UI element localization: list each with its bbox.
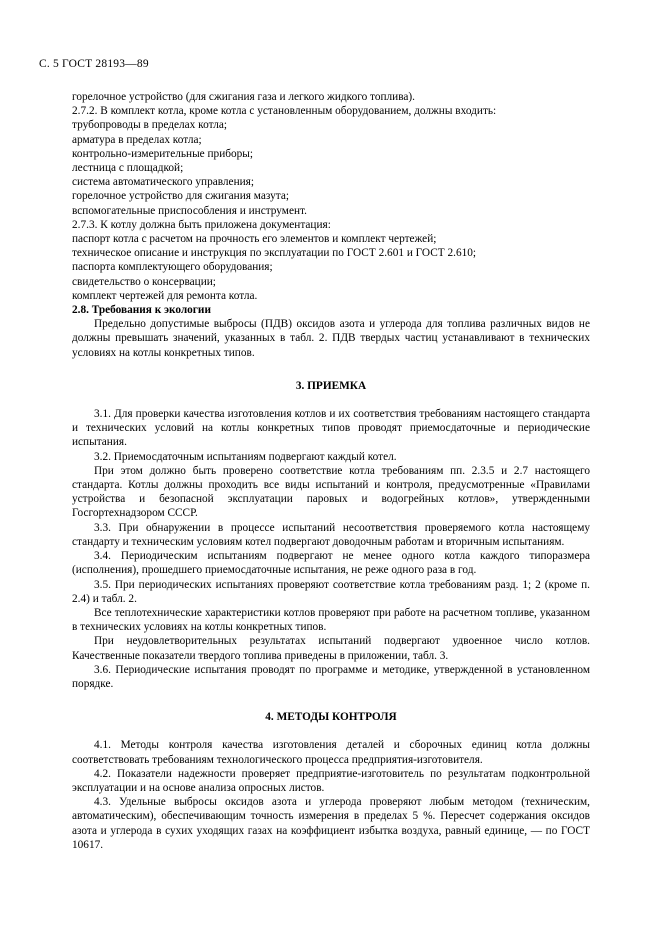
paragraph-4-2: 4.2. Показатели надежности проверяет предприятие-изготовитель по результатам подконтрольной эксплуатации и на основе анализа опросных листов.: [72, 767, 590, 794]
paragraph-4-3: 4.3. Удельные выбросы оксидов азота и углерода проверяют любым методом (техническим, автоматическим), обеспечивающим точность измерения в пределах 5 %. Пересчет содержания оксидов азота и углерода в сухих уходящих газах на коэффициент избытка воздуха, равный единице, — по ГОСТ 10617.: [72, 796, 590, 851]
body-line: 2.7.2. В комплект котла, кроме котла с установленным оборудованием, должны входить:: [72, 105, 497, 118]
body-line: вспомогательные приспособления и инструмент.: [72, 204, 307, 217]
paragraph-3-4: 3.4. Периодическим испытаниям подвергают не менее одного котла каждого типоразмера (исполнения), прошедшего приемосдаточные испытания, не реже одного раза в год.: [72, 550, 590, 577]
body-line: свидетельство о консервации;: [72, 275, 216, 288]
paragraph-3-2b: При этом должно быть проверено соответствие котла требованиям пп. 2.3.5 и 2.7 настоящего стандарта. Котлы должны проходить все виды испытаний и контроля, предусмотренные «Правилами устройства и безопасной эксплуатации паровых и водогрейных котлов», утвержденными Госгортехнадзором СССР.: [72, 464, 590, 520]
body-line: паспорт котла с расчетом на прочность его элементов и комплект чертежей;: [72, 233, 437, 246]
paragraph-3-6: 3.6. Периодические испытания проводят по программе и методике, утвержденной в установленном порядке.: [72, 663, 590, 690]
body-line: 2.7.3. К котлу должна быть приложена документация:: [72, 218, 331, 231]
paragraph-3-1: 3.1. Для проверки качества изготовления котлов и их соответствия требованиям настоящего стандарта и технических условий на котлы конкретных типов проводят приемосдаточные и периодические испытания.: [72, 408, 590, 449]
paragraph-2-8: Предельно допустимые выбросы (ПДВ) оксидов азота и углерода для топлива различных видов не должны превышать значений, указанных в табл. 2. ПДВ твердых частиц устанавливают в технических условиях на котлы конкретных типов.: [72, 318, 590, 359]
paragraph-3-2: 3.2. Приемосдаточным испытаниям подвергают каждый котел.: [94, 450, 397, 463]
heading-2-8: 2.8. Требования к экологии: [72, 304, 211, 317]
body-line: горелочное устройство для сжигания мазута;: [72, 190, 289, 203]
body-line: контрольно-измерительные приборы;: [72, 147, 254, 160]
body-line: система автоматического управления;: [72, 176, 254, 189]
body-line: арматура в пределах котла;: [72, 133, 202, 146]
paragraph-3-5c: При неудовлетворительных результатах испытаний подвергают удвоенное число котлов. Качественные показатели твердого топлива приведены в приложении, табл. 3.: [72, 635, 590, 662]
paragraph-3-3: 3.3. При обнаружении в процессе испытаний несоответствия проверяемого котла настоящему стандарту и техническим условиям котел подвергают доводочным работам и вторичным испытаниям.: [72, 521, 590, 548]
section-title-3: 3. ПРИЕМКА: [295, 379, 367, 392]
body-line: паспорта комплектующего оборудования;: [72, 261, 273, 274]
body-line: комплект чертежей для ремонта котла.: [72, 289, 258, 302]
body-line: горелочное устройство (для сжигания газа и легкого жидкого топлива).: [72, 91, 415, 103]
body-line: трубопроводы в пределах котла;: [72, 119, 228, 132]
section-title-4: 4. МЕТОДЫ КОНТРОЛЯ: [265, 711, 397, 724]
paragraph-4-1: 4.1. Методы контроля качества изготовления деталей и сборочных единиц котла должны соответствовать требованиям технологического процесса предприятия-изготовителя.: [72, 739, 590, 766]
paragraph-3-5: 3.5. При периодических испытаниях проверяют соответствие котла требованиям разд. 1; 2 (кроме п. 2.4) и табл. 2.: [72, 578, 590, 605]
body-line: техническое описание и инструкция по эксплуатации по ГОСТ 2.601 и ГОСТ 2.610;: [72, 247, 477, 260]
body-line: лестница с площадкой;: [72, 162, 184, 175]
paragraph-3-5b: Все теплотехнические характеристики котлов проверяют при работе на расчетном топливе, указанном в технических условиях на котлы конкретных типов.: [72, 606, 590, 634]
page-header: С. 5 ГОСТ 28193—89: [39, 58, 149, 70]
document-body: [72, 90, 590, 852]
